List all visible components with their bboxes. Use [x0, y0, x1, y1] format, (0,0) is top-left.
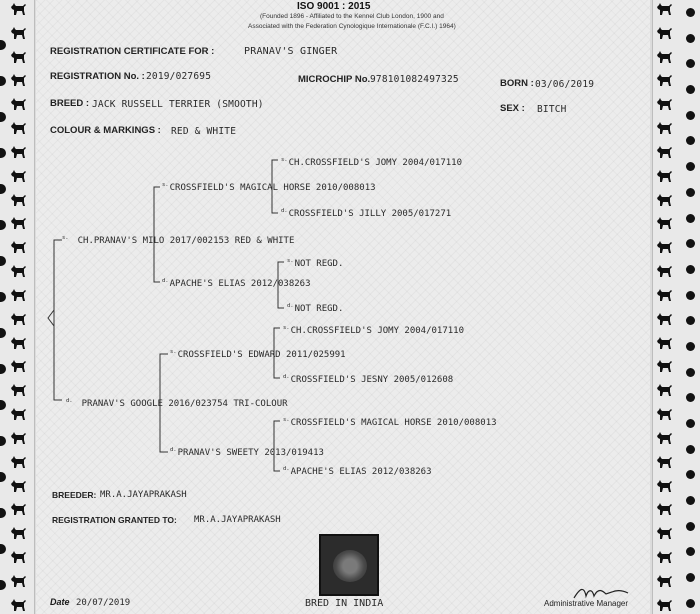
feed-hole [686, 162, 695, 171]
feed-hole [686, 34, 695, 43]
prefix: d. [283, 466, 290, 472]
feed-hole [686, 445, 695, 454]
kennel-club-seal-icon [319, 534, 379, 596]
dog-silhouette-icon [655, 97, 673, 111]
dog-silhouette-icon [9, 502, 27, 516]
entry-text: PRANAV'S SWEETY 2013/019413 [177, 448, 324, 458]
prefix: s. [162, 182, 169, 188]
dog-silhouette-icon [9, 264, 27, 278]
dog-silhouette-icon [9, 312, 27, 326]
prefix: d. [170, 447, 177, 453]
feed-hole [686, 188, 695, 197]
pedigree-sire-dam [162, 278, 311, 289]
dog-silhouette-icon [655, 598, 673, 612]
dog-name-value: PRANAV'S GINGER [244, 46, 338, 57]
dog-silhouette-icon [655, 574, 673, 588]
prefix: s. [283, 417, 290, 423]
dog-silhouette-icon [9, 383, 27, 397]
pedigree-dam-sire [170, 349, 346, 360]
entry-text: CH.CROSSFIELD'S JOMY 2004/017110 [288, 158, 463, 168]
feed-hole [686, 547, 695, 556]
granted-value: MR.A.JAYAPRAKASH [194, 515, 281, 525]
feed-hole [686, 8, 695, 17]
entry-text: NOT REGD. [294, 259, 344, 269]
dog-silhouette-icon [655, 73, 673, 87]
prefix: d. [287, 303, 294, 309]
tractor-feed-holes [684, 8, 696, 608]
prefix: d. [281, 208, 288, 214]
reg-cert-for-label: REGISTRATION CERTIFICATE FOR : [50, 46, 215, 57]
dog-silhouette-icon [655, 431, 673, 445]
pedigree-sire-dam-dam [287, 303, 343, 314]
dog-silhouette-icon [655, 2, 673, 16]
feed-hole [686, 59, 695, 68]
dog-silhouette-icon [655, 145, 673, 159]
reg-no-value: 2019/027695 [146, 71, 212, 82]
header-founded-line: (Founded 1896 - Affiliated to the Kennel Club London, 1900 and [260, 13, 444, 20]
dog-silhouette-icon [9, 407, 27, 421]
dog-silhouette-icon [655, 407, 673, 421]
dog-silhouette-icon [655, 383, 673, 397]
entry-text: PRANAV'S GOOGLE 2016/023754 TRI-COLOUR [81, 399, 288, 409]
breeder-label: BREEDER: [52, 490, 97, 500]
feed-hole [686, 214, 695, 223]
date-value: 20/07/2019 [76, 598, 131, 608]
dog-silhouette-icon [655, 216, 673, 230]
pedigree-dam-dam-dam [283, 466, 432, 477]
pedigree-sire [62, 235, 294, 246]
entry-text: CH.PRANAV'S MILO 2017/002153 RED & WHITE [77, 236, 295, 246]
prefix: s. [62, 235, 69, 241]
pedigree-dam [66, 398, 288, 409]
dog-silhouette-icon [655, 336, 673, 350]
dog-silhouette-icon [655, 359, 673, 373]
feed-hole [686, 291, 695, 300]
dog-silhouette-icon [655, 550, 673, 564]
colour-label: COLOUR & MARKINGS : [50, 125, 161, 136]
entry-text: CROSSFIELD'S MAGICAL HORSE 2010/008013 [169, 183, 376, 193]
dog-silhouette-icon [655, 502, 673, 516]
entry-text: APACHE'S ELIAS 2012/038263 [169, 279, 311, 289]
dog-silhouette-icon [9, 2, 27, 16]
pedigree-sire-sire [162, 182, 376, 193]
dog-silhouette-icon [655, 26, 673, 40]
entry-text: NOT REGD. [294, 304, 344, 314]
certificate-paper [36, 0, 650, 614]
feed-hole [686, 368, 695, 377]
microchip-value: 978101082497325 [370, 74, 459, 85]
dog-silhouette-icon [9, 359, 27, 373]
dog-silhouette-icon [9, 145, 27, 159]
feed-hole [686, 393, 695, 402]
dog-silhouette-icon [9, 216, 27, 230]
feed-hole [686, 239, 695, 248]
dog-silhouette-icon [9, 526, 27, 540]
dog-silhouette-icon [9, 479, 27, 493]
dog-silhouette-icon [9, 26, 27, 40]
dog-silhouette-icon [655, 50, 673, 64]
breeder-value: MR.A.JAYAPRAKASH [100, 490, 187, 500]
dog-silhouette-icon [9, 574, 27, 588]
feed-hole [686, 573, 695, 582]
feed-hole [686, 342, 695, 351]
right-dog-border [652, 0, 676, 614]
prefix: s. [170, 349, 177, 355]
feed-hole [686, 470, 695, 479]
entry-text: CROSSFIELD'S MAGICAL HORSE 2010/008013 [290, 418, 497, 428]
dog-silhouette-icon [655, 169, 673, 183]
prefix: d. [66, 398, 73, 404]
header-associated-line: Associated with the Federation Cynologique Internationale (F.C.I.) 1964) [248, 23, 456, 30]
sex-value: BITCH [537, 104, 567, 115]
dog-silhouette-icon [9, 598, 27, 612]
dog-silhouette-icon [655, 193, 673, 207]
dog-silhouette-icon [655, 312, 673, 326]
iso-heading: ISO 9001 : 2015 [297, 1, 371, 12]
feed-hole [686, 599, 695, 608]
granted-label: REGISTRATION GRANTED TO: [52, 515, 177, 525]
pedigree-sire-sire-dam [281, 208, 451, 219]
microchip-label: MICROCHIP No. [298, 74, 371, 85]
dog-silhouette-icon [9, 50, 27, 64]
bred-in-india: BRED IN INDIA [305, 598, 384, 609]
pedigree-sire-dam-sire [287, 258, 343, 269]
dog-silhouette-icon [9, 455, 27, 469]
reg-no-label: REGISTRATION No. : [50, 71, 145, 82]
breed-value: JACK RUSSELL TERRIER (SMOOTH) [92, 99, 264, 110]
entry-text: CROSSFIELD'S EDWARD 2011/025991 [177, 350, 346, 360]
dog-silhouette-icon [9, 169, 27, 183]
colour-value: RED & WHITE [171, 126, 237, 137]
dog-silhouette-icon [655, 288, 673, 302]
dog-silhouette-icon [9, 97, 27, 111]
dog-silhouette-icon [9, 336, 27, 350]
prefix: s. [281, 157, 288, 163]
date-label: Date [50, 597, 70, 607]
born-label: BORN : [500, 78, 534, 89]
feed-hole [686, 111, 695, 120]
breed-label: BREED : [50, 98, 90, 109]
prefix: s. [287, 258, 294, 264]
prefix: d. [162, 278, 169, 284]
dog-silhouette-icon [655, 455, 673, 469]
feed-hole [686, 316, 695, 325]
sex-label: SEX : [500, 103, 525, 114]
feed-hole [686, 136, 695, 145]
entry-text: CROSSFIELD'S JESNY 2005/012608 [290, 375, 454, 385]
entry-text: CROSSFIELD'S JILLY 2005/017271 [288, 209, 452, 219]
left-dog-border [6, 0, 30, 614]
dog-silhouette-icon [9, 431, 27, 445]
dog-silhouette-icon [9, 193, 27, 207]
dog-silhouette-icon [9, 550, 27, 564]
dog-silhouette-icon [655, 526, 673, 540]
dog-silhouette-icon [655, 264, 673, 278]
feed-hole [686, 496, 695, 505]
dog-silhouette-icon [9, 240, 27, 254]
pedigree-dam-sire-sire [283, 325, 464, 336]
pedigree-dam-dam-sire [283, 417, 497, 428]
born-value: 03/06/2019 [535, 79, 595, 90]
feed-hole [686, 522, 695, 531]
pedigree-sire-sire-sire [281, 157, 462, 168]
feed-hole [686, 265, 695, 274]
prefix: s. [283, 325, 290, 331]
dog-silhouette-icon [9, 121, 27, 135]
feed-hole [686, 85, 695, 94]
dog-silhouette-icon [655, 121, 673, 135]
dog-silhouette-icon [655, 479, 673, 493]
pedigree-dam-dam [170, 447, 324, 458]
entry-text: APACHE'S ELIAS 2012/038263 [290, 467, 432, 477]
signatory-title: Administrative Manager [544, 599, 629, 608]
dog-silhouette-icon [655, 240, 673, 254]
prefix: d. [283, 374, 290, 380]
entry-text: CH.CROSSFIELD'S JOMY 2004/017110 [290, 326, 465, 336]
dog-silhouette-icon [9, 73, 27, 87]
feed-hole [686, 419, 695, 428]
pedigree-dam-sire-dam [283, 374, 453, 385]
dog-silhouette-icon [9, 288, 27, 302]
